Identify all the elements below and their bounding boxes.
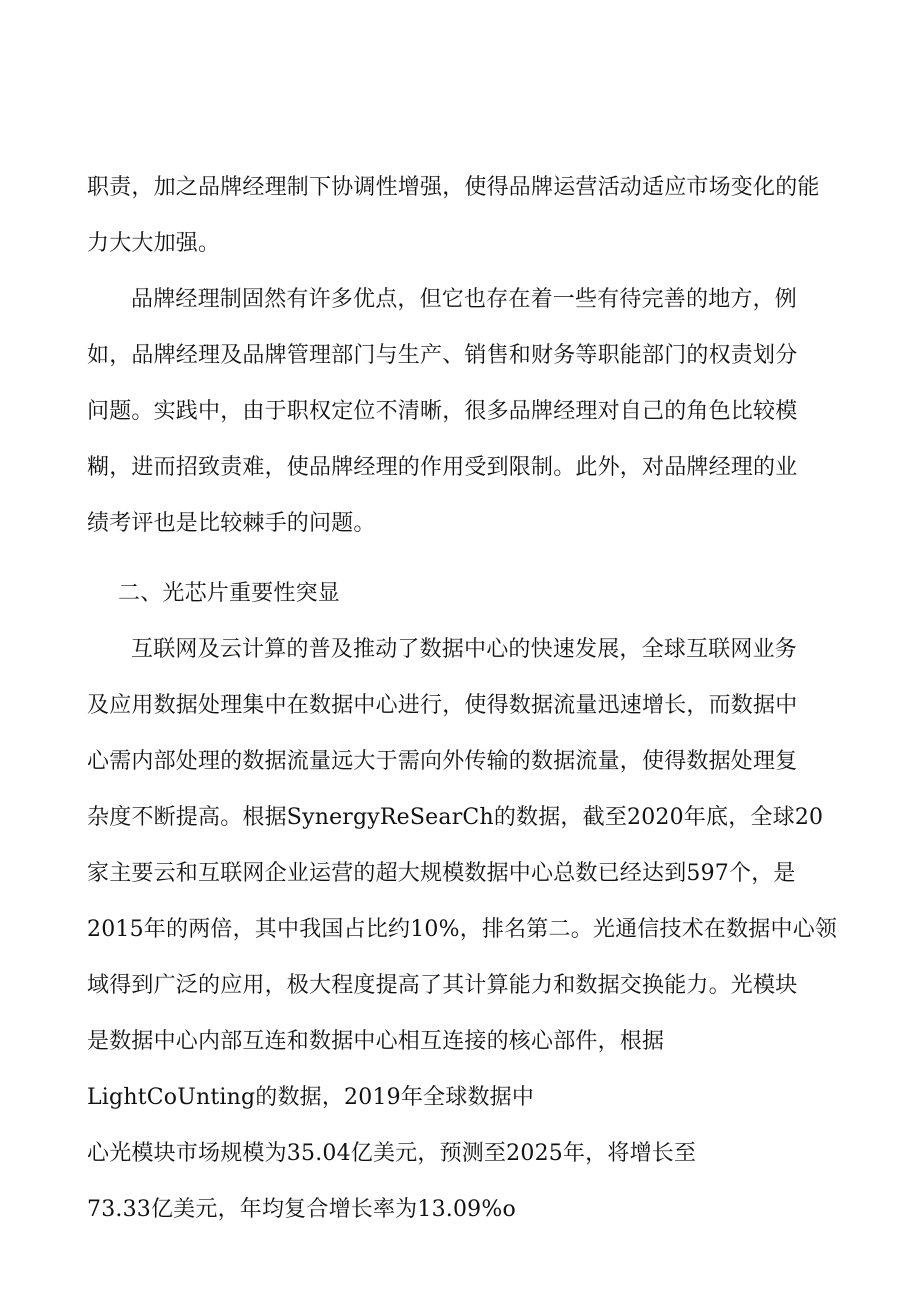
text-line: 73.33亿美元，年均复合增长率为13.09%o: [87, 1197, 516, 1222]
text-line: 如，品牌经理及品牌管理部门与生产、销售和财务等职能部门的权责划分: [87, 343, 798, 368]
text-line: 问题。实践中，由于职权定位不清晰，很多品牌经理对自己的角色比较模: [87, 399, 798, 424]
text-line: 绩考评也是比较棘手的问题。: [87, 511, 376, 536]
text-line: 糊，进而招致责难，使品牌经理的作用受到限制。此外，对品牌经理的业: [87, 455, 798, 480]
text-line: 杂度不断提高。根据SynergyReSearCh的数据，截至2020年底，全球20: [87, 805, 824, 830]
section-heading: 二、光芯片重要性突显: [118, 581, 341, 606]
text-line: 及应用数据处理集中在数据中心进行，使得数据流量迅速增长，而数据中: [87, 693, 798, 718]
text-line: 家主要云和互联网企业运营的超大规模数据中心总数已经达到597个，是: [87, 861, 796, 886]
text-line: 域得到广泛的应用，极大程度提高了其计算能力和数据交换能力。光模块: [87, 973, 798, 998]
text-line: 心需内部处理的数据流量远大于需向外传输的数据流量，使得数据处理复: [87, 749, 798, 774]
text-line: 品牌经理制固然有许多优点，但它也存在着一些有待完善的地方，例: [131, 287, 798, 312]
text-line: 心光模块市场规模为35.04亿美元，预测至2025年，将增长至: [87, 1141, 697, 1166]
text-line: 是数据中心内部互连和数据中心相互连接的核心部件，根据: [87, 1029, 665, 1054]
text-line: 互联网及云计算的普及推动了数据中心的快速发展，全球互联网业务: [131, 637, 798, 662]
text-line: LightCoUnting的数据，2019年全球数据中: [87, 1085, 535, 1110]
text-line: 职责，加之品牌经理制下协调性增强，使得品牌运营活动适应市场变化的能: [87, 175, 820, 200]
text-line: 力大大加强。: [87, 231, 221, 256]
text-line: 2015年的两倍，其中我国占比约10%，排名第二。光通信技术在数据中心领: [87, 917, 838, 942]
